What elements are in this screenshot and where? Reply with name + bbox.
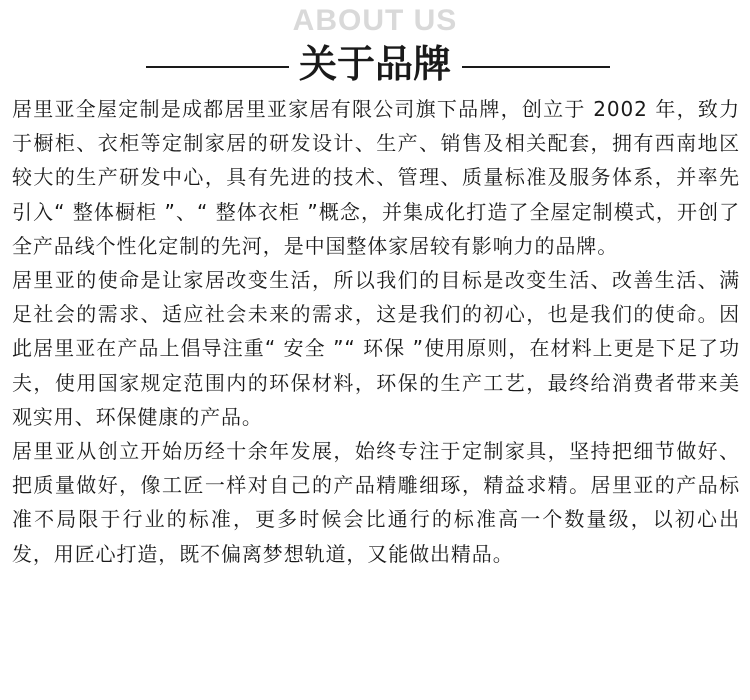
article-body	[12, 92, 740, 571]
watermark-text: ABOUT US	[292, 4, 458, 37]
paragraph-development: 居里亚从创立开始历经十余年发展，始终专注于定制家具，坚持把细节做好、把质量做好，像工匠一样对自己的产品精雕细琢，精益求精。居里亚的产品标准不局限于行业的标准，更多时候会比通行的标准高一个数量级，以初心出发，用匠心打造，既不偏离梦想轨道，又能做出精品。	[12, 439, 740, 566]
paragraph-intro: 居里亚全屋定制是成都居里亚家居有限公司旗下品牌，创立于 2002 年，致力于橱柜、衣柜等定制家居的研发设计、生产、销售及相关配套，拥有西南地区较大的生产研发中心，具有先进的技术、管理、质量标准及服务体系，并率先引入“ 整体橱柜 ”、“ 整体衣柜 ”概念，并集成化打造了全屋定制模式，开创了全产品线个性化定制的先河，是中国整体家居较有影响力的品牌。	[12, 97, 740, 258]
page-title: 关于品牌	[298, 42, 451, 86]
title-divider-left	[146, 66, 289, 68]
section-header	[0, 0, 750, 90]
paragraph-mission: 居里亚的使命是让家居改变生活，所以我们的目标是改变生活、改善生活、满足社会的需求、适应社会未来的需求，这是我们的初心，也是我们的使命。因此居里亚在产品上倡导注重“ 安全 ”“ 环保 ”使用原则，在材料上更是下足了功夫，使用国家规定范围内的环保材料，环保的生产工艺，最终给消费者带来美观实用、环保健康的产品。	[12, 268, 740, 429]
title-row	[0, 38, 750, 88]
title-divider-right	[462, 66, 610, 68]
